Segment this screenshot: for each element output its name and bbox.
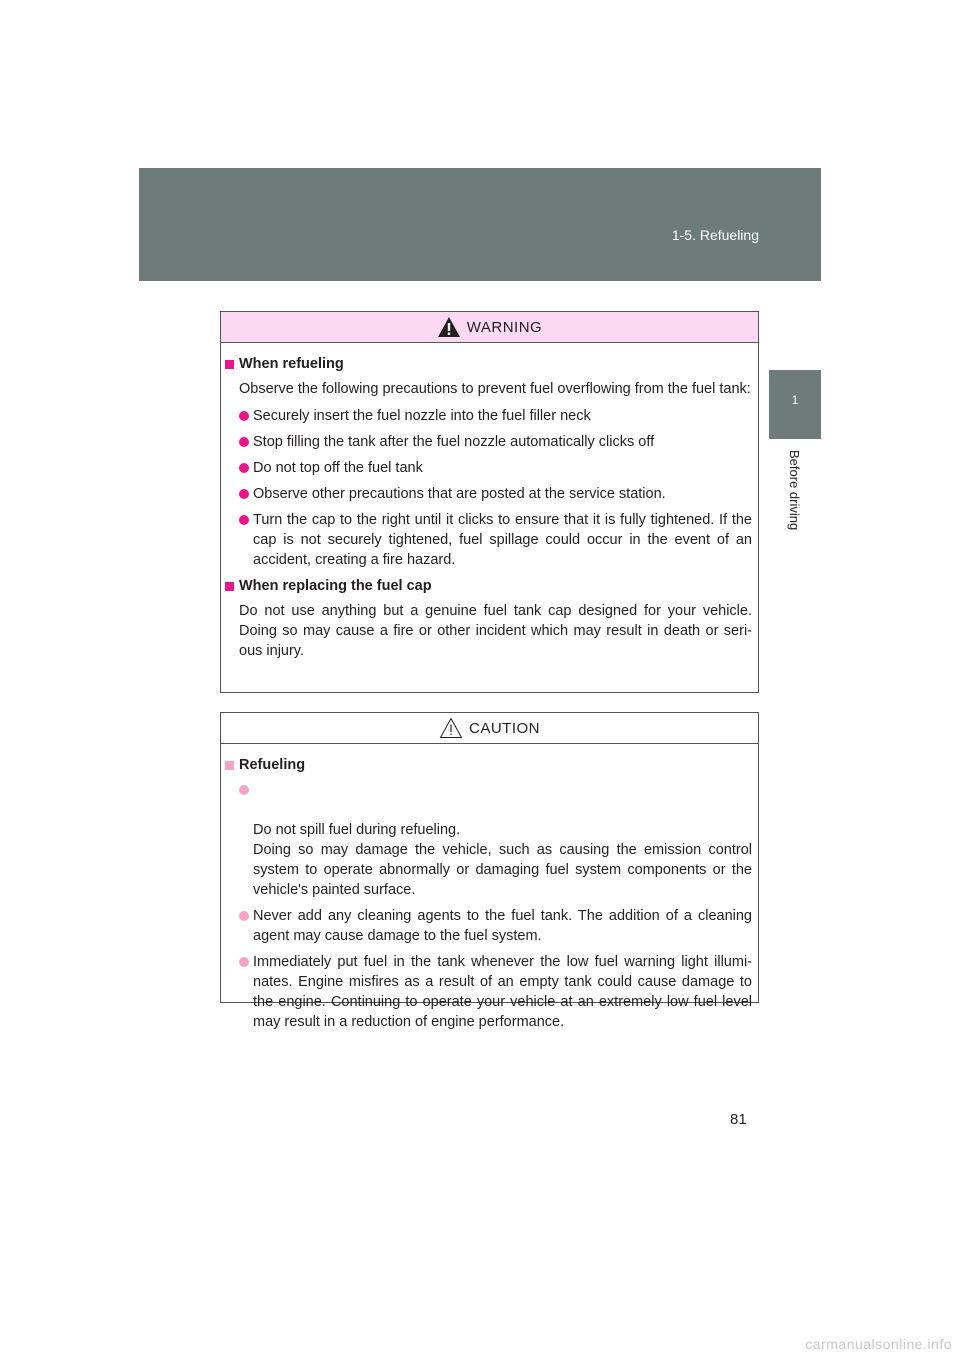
warning-bullet: Do not top off the fuel tank [225, 458, 752, 478]
caution-box [220, 712, 759, 1030]
side-tab-label: Before driving [787, 450, 802, 531]
header-band [139, 168, 821, 281]
warning-bullet: Stop filling the tank after the fuel nozzle automatically clicks off [225, 432, 752, 452]
warning-paragraph: Observe the following precautions to prevent fuel overflowing from the fuel tank: [239, 381, 751, 397]
warning-triangle-icon [437, 316, 461, 338]
caution-header [221, 713, 758, 744]
warning-box [220, 311, 759, 693]
caution-body [221, 744, 758, 1032]
warning-section-heading: When refueling [225, 354, 752, 374]
caution-section-heading: Refueling [225, 755, 752, 775]
warning-section-heading: When replacing the fuel cap [225, 576, 752, 596]
round-bullet-icon [239, 411, 249, 421]
caution-triangle-icon [439, 717, 463, 739]
watermark: carmanualsonline.info [805, 1336, 952, 1352]
warning-header [221, 312, 758, 343]
warning-bullet: Securely insert the fuel nozzle into the fuel filler neck [225, 406, 752, 426]
caution-bullet: Immediately put fuel in the tank whenever the low fuel warning light illumi- nates. Engine misfires as a result of an empty tank could cause damage to the engine. Continuing to operate your vehicle at an extremely low fuel level may result in a reduction of engine performance. [225, 952, 752, 1032]
section-title: 1-5. Refueling [671, 227, 759, 243]
warning-bullet: Observe other precautions that are posted at the service station. [225, 484, 752, 504]
page-number: 81 [730, 1111, 747, 1128]
caution-bullet: Do not spill fuel during refueling. Doing so may damage the vehicle, such as causing the emission control system to operate abnormally or damaging fuel system components or the vehicle's painted surface. [225, 780, 752, 900]
round-bullet-icon [239, 515, 249, 525]
warning-paragraph: Do not use anything but a genuine fuel tank cap designed for your vehicle. Doing so may cause a fire or other incident which may result in death or seri- ous injury. [239, 603, 752, 659]
round-bullet-icon [239, 437, 249, 447]
round-bullet-icon [239, 911, 249, 921]
round-bullet-icon [239, 489, 249, 499]
side-tab-number: 1 [791, 393, 799, 407]
square-bullet-icon [225, 761, 234, 770]
caution-bullet: Never add any cleaning agents to the fuel tank. The addition of a cleaning agent may cause damage to the fuel system. [225, 906, 752, 946]
side-tab [769, 370, 821, 439]
caution-title: CAUTION [469, 719, 540, 737]
round-bullet-icon [239, 957, 249, 967]
warning-bullet: Turn the cap to the right until it clicks to ensure that it is fully tightened. If the cap is not securely tightened, fuel spillage could occur in the event of an accident, creating a fire hazard. [225, 510, 752, 570]
round-bullet-icon [239, 785, 249, 795]
warning-title: WARNING [466, 318, 543, 336]
square-bullet-icon [225, 582, 234, 591]
round-bullet-icon [239, 463, 249, 473]
square-bullet-icon [225, 360, 234, 369]
warning-body [221, 343, 758, 661]
